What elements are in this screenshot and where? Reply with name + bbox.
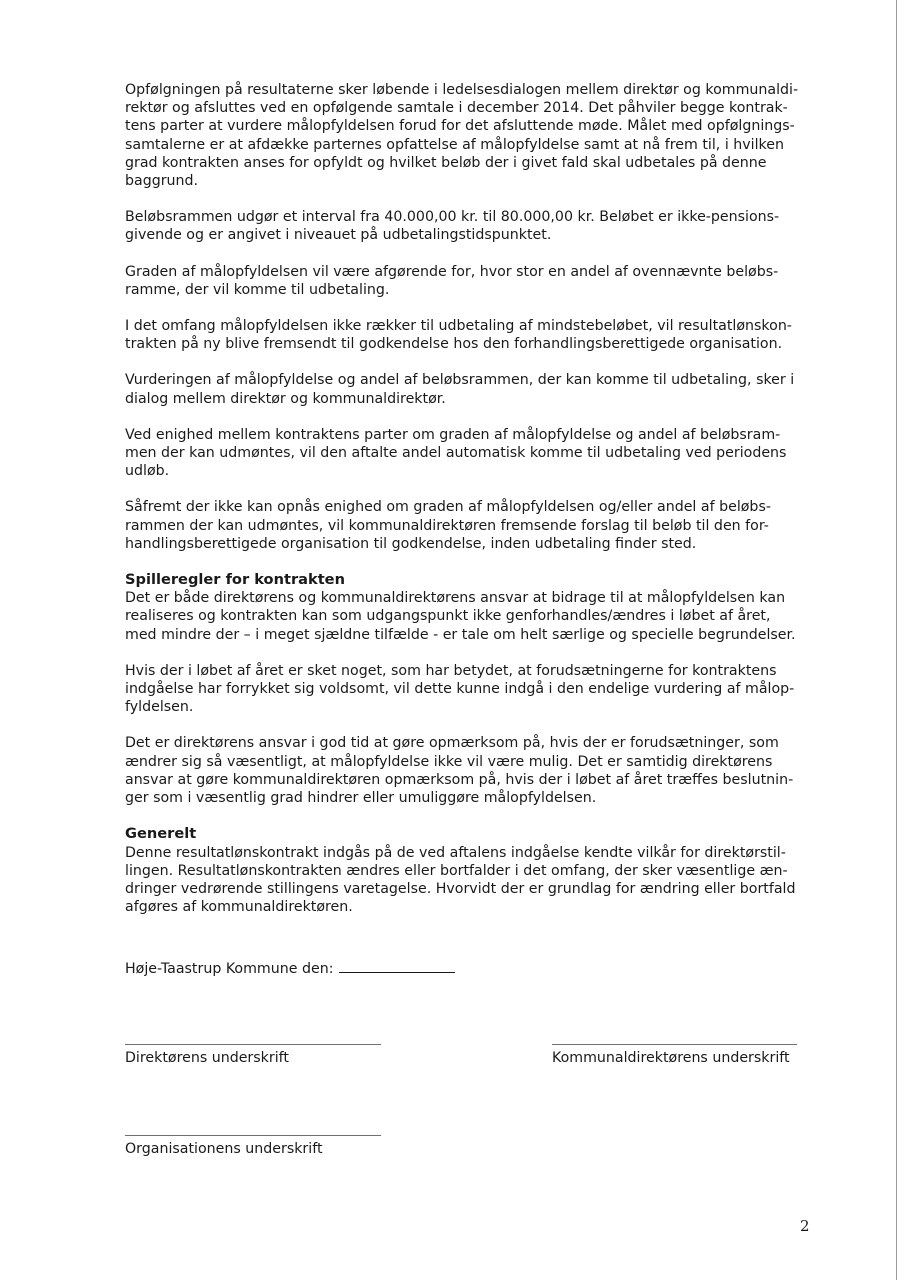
signature-line — [552, 1044, 797, 1045]
signature-organisation — [125, 1135, 381, 1158]
paragraph-rules-1: Det er både direktørens og kommunaldirektørens ansvar at bidrage til at målopfyldelsen kan realiseres og kontrakten kan som udgangspunkt ikke genforhandles/ændres i løbet af året, med mindre der – i meget sjældne tilfælde - er tale om helt særlige og specielle begrundelser. — [125, 590, 796, 643]
page-number: 2 — [800, 1217, 810, 1235]
page-edge-line — [896, 0, 897, 1280]
paragraph-minimum: I det omfang målopfyldelsen ikke rækker til udbetaling af mindstebeløbet, vil resultatlønskon- trakten på ny blive fremsendt til godkendelse hos den forhandlingsberettigede organisation. — [125, 318, 792, 353]
paragraph-amount-range: Beløbsrammen udgør et interval fra 40.000,00 kr. til 80.000,00 kr. Beløbet er ikke-pensions- givende og er angivet i niveauet på udbetalingstidspunktet. — [125, 209, 780, 244]
paragraph-followup: Opfølgningen på resultaterne sker løbende i ledelsesdialogen mellem direktør og kommunaldi- rektør og afsluttes ved en opfølgende samtale i december 2014. Det påhviler begge kontrak- tens parter at vurdere målopfyldelsen forud for det afsluttende møde. Målet med opfølgnings- samtalerne er at afdække parternes opfattelse af målopfyldelse samt at nå frem til, i hvilken grad kontrakten anses for opfyldt og hvilket beløb der i givet fald skal udbetales på denne baggrund. — [125, 82, 799, 190]
paragraph-rules-2: Hvis der i løbet af året er sket noget, som har betydet, at forudsætningerne for kontraktens indgåelse har forrykket sig voldsomt, vil dette kunne indgå i den endelige vurdering af målop- fyldelsen. — [125, 662, 795, 716]
signature-line — [125, 1135, 381, 1136]
heading-general: Generelt — [125, 825, 197, 843]
signature-label-director: Direktørens underskrift — [125, 1050, 289, 1066]
signature-municipal-director — [552, 1044, 797, 1067]
paragraph-degree: Graden af målopfyldelsen vil være afgørende for, hvor stor en andel af ovennævnte beløbs- ramme, der vil komme til udbetaling. — [125, 263, 779, 298]
paragraph-rules-3: Det er direktørens ansvar i god tid at gøre opmærksom på, hvis der er forudsætninger, som ændrer sig så væsentligt, at målopfyldelse ikke vil være mulig. Det er samtidig direktørens ansvar at gøre kommunaldirektøren opmærksom på, hvis der i løbet af året træffes beslutnin- ger som i væsentlig grad hindrer eller umuliggøre målopfyldelsen. — [125, 735, 794, 807]
signature-date — [125, 958, 455, 978]
paragraph-assessment: Vurderingen af målopfyldelse og andel af beløbsrammen, der kan komme til udbetaling, sker i dialog mellem direktør og kommunaldirektør. — [125, 372, 795, 407]
signature-label-municipal-director: Kommunaldirektørens underskrift — [552, 1050, 790, 1066]
signature-label-organisation: Organisationens underskrift — [125, 1141, 323, 1157]
heading-rules: Spilleregler for kontrakten — [125, 571, 345, 589]
signature-director — [125, 1044, 381, 1067]
date-line — [339, 958, 455, 973]
signature-line — [125, 1044, 381, 1045]
document-body — [125, 81, 815, 934]
paragraph-general-1: Denne resultatlønskontrakt indgås på de ved aftalens indgåelse kendte vilkår for direktørstil- lingen. Resultatlønskontrakten ændres eller bortfalder i det omfang, der sker væsentlige æn- dringer vedrørende stillingens varetagelse. Hvorvidt der er grundlag for ændring eller bortfald afgøres af kommunaldirektøren. — [125, 844, 796, 916]
paragraph-agreement: Ved enighed mellem kontraktens parter om graden af målopfyldelse og andel af beløbsram- men der kan udmøntes, vil den aftalte andel automatisk komme til udbetaling ved periodens udløb. — [125, 426, 787, 480]
date-label: Høje-Taastrup Kommune den: — [125, 961, 334, 977]
paragraph-disagreement: Såfremt der ikke kan opnås enighed om graden af målopfyldelsen og/eller andel af beløbs- rammen der kan udmøntes, vil kommunaldirektøren fremsende forslag til beløb til den for- handlingsberettigede organisation til godkendelse, inden udbetaling finder sted. — [125, 499, 771, 552]
